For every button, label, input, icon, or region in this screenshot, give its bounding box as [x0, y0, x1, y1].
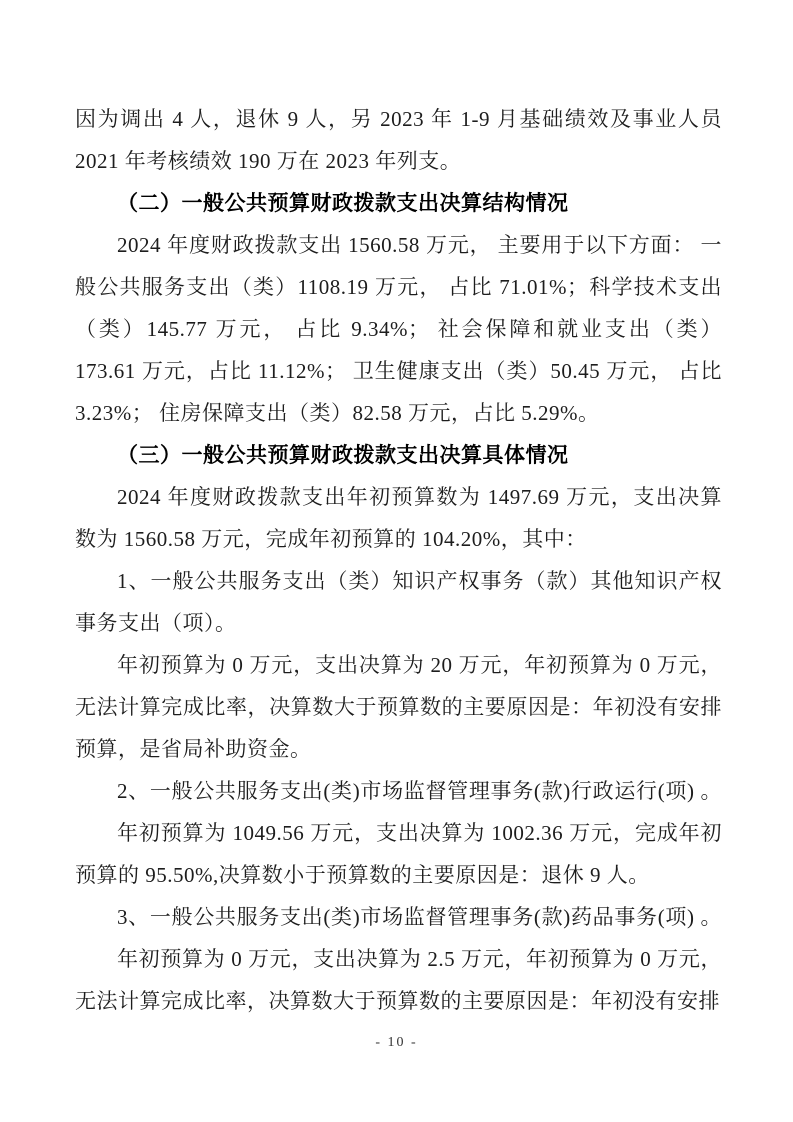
- paragraph-item-3-detail: 年初预算为 0 万元，支出决算为 2.5 万元，年初预算为 0 万元，无法计算完成比率，决算数大于预算数的主要原因是：年初没有安排: [75, 947, 722, 1013]
- paragraph-item-2-detail: 年初预算为 1049.56 万元，支出决算为 1002.36 万元，完成年初预算的 95.50%,决算数小于预算数的主要原因是：退休 9 人。: [75, 821, 722, 887]
- paragraph-item-3-title: 3、一般公共服务支出(类)市场监督管理事务(款)药品事务(项) 。: [117, 905, 722, 929]
- section-heading-2: （二）一般公共预算财政拨款支出决算结构情况: [117, 191, 569, 215]
- page-number: - 10 -: [375, 1035, 418, 1050]
- paragraph-item-1-detail: 年初预算为 0 万元，支出决算为 20 万元，年初预算为 0 万元，无法计算完成比率，决算数大于预算数的主要原因是：年初没有安排预算，是省局补助资金。: [75, 653, 722, 761]
- continuation-paragraph: 因为调出 4 人，退休 9 人，另 2023 年 1-9 月基础绩效及事业人员 2021 年考核绩效 190 万在 2023 年列支。: [75, 107, 722, 173]
- section-heading-3: （三）一般公共预算财政拨款支出决算具体情况: [117, 443, 569, 467]
- paragraph-item-2-title: 2、一般公共服务支出(类)市场监督管理事务(款)行政运行(项) 。: [117, 779, 722, 803]
- document-body: [75, 98, 722, 1022]
- paragraph-item-1-title: 1、一般公共服务支出（类）知识产权事务（款）其他知识产权事务支出（项）。: [75, 569, 722, 635]
- paragraph-budget-summary: 2024 年度财政拨款支出年初预算数为 1497.69 万元，支出决算数为 1560.58 万元，完成年初预算的 104.20%，其中：: [75, 485, 722, 551]
- paragraph-expenditure-structure: 2024 年度财政拨款支出 1560.58 万元， 主要用于以下方面： 一般公共服务支出（类）1108.19 万元， 占比 71.01%；科学技术支出（类）145.77 万元， 占比 9.34%； 社会保障和就业支出（类）173.61 万元，占比 11.12%； 卫生健康支出（类）50.45 万元， 占比 3.23%； 住房保障支出（类）82.58 万元，占比 5.29%。: [75, 233, 722, 425]
